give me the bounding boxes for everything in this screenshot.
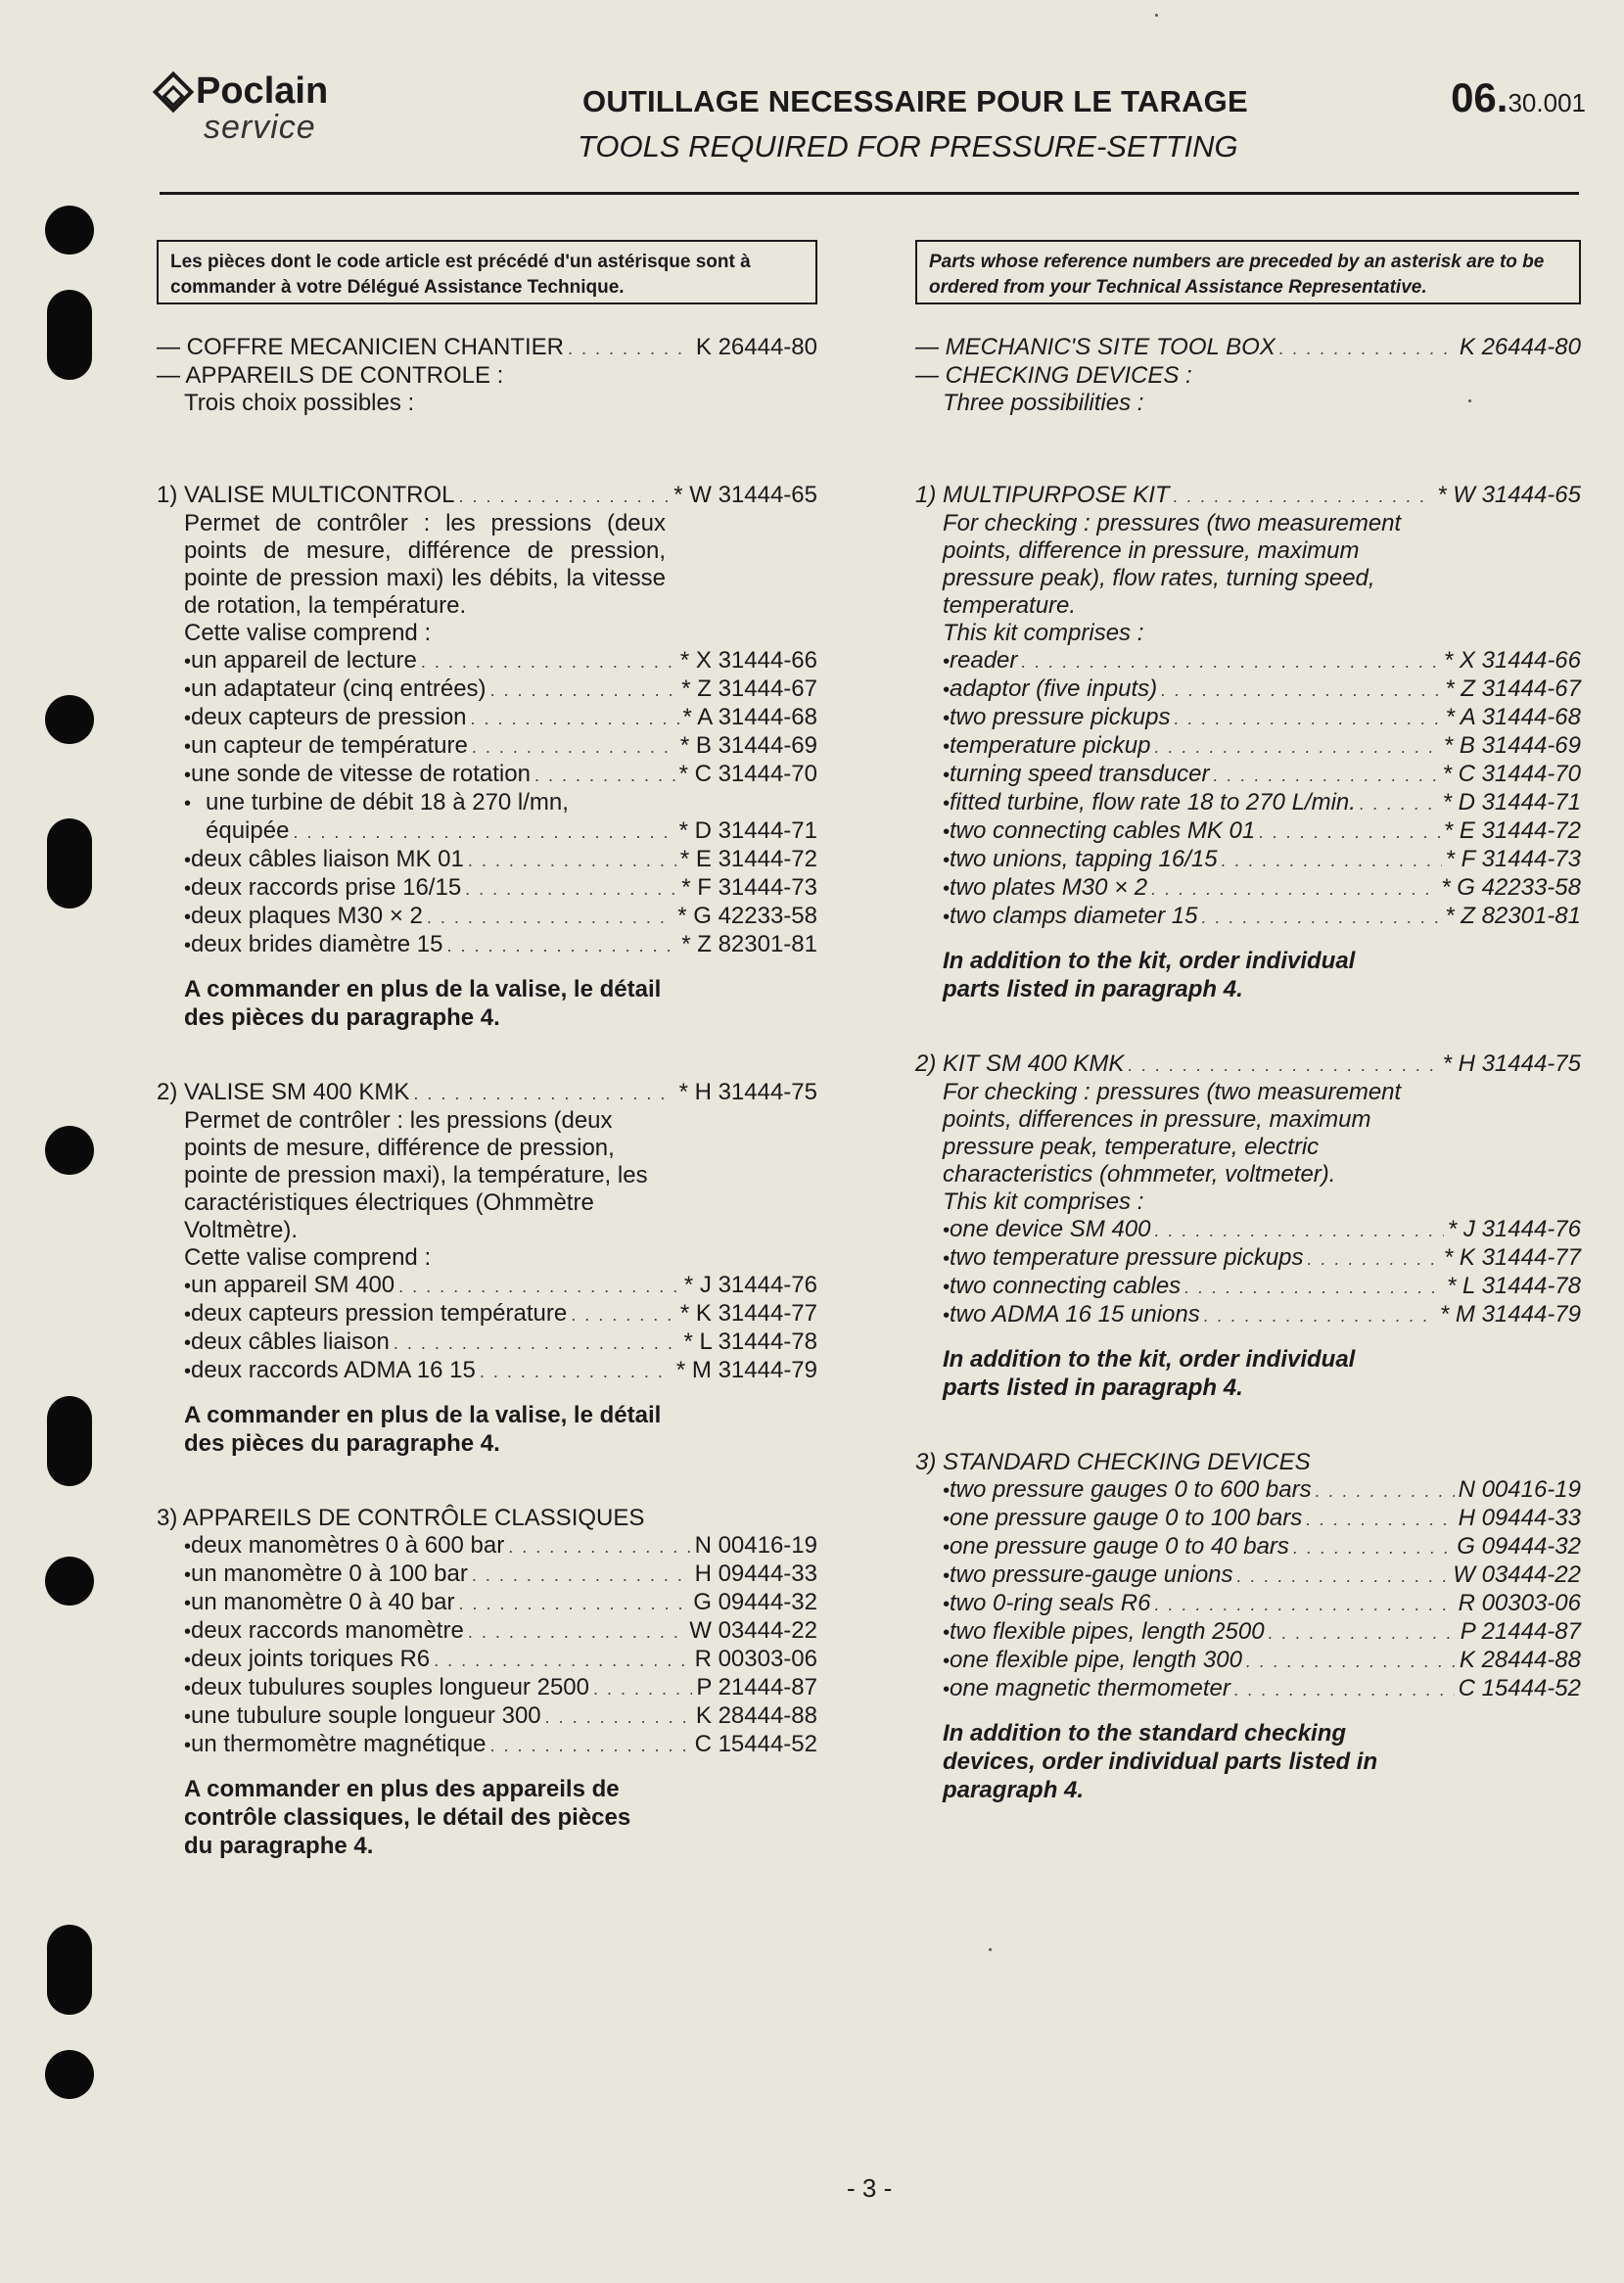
toolbox-code: K 26444-80	[1459, 334, 1581, 360]
devices-label: — CHECKING DEVICES :	[915, 362, 1192, 389]
devices-sub: Three possibilities :	[943, 390, 1144, 416]
bullet-icon: •	[943, 1509, 951, 1530]
page-number: - 3 -	[847, 2173, 893, 2203]
kit3-item-list	[157, 1532, 817, 1759]
kit1-item-list	[915, 647, 1581, 931]
list-item	[915, 1561, 1581, 1590]
bullet-icon: •	[943, 1248, 951, 1270]
devices-sub: Trois choix possibles :	[184, 390, 415, 416]
bullet-icon: •	[184, 1536, 192, 1558]
item-code: N 00416-19	[1458, 1476, 1581, 1503]
item-code: * G 42233-58	[677, 903, 817, 929]
item-label: deux raccords ADMA 16 15	[191, 1357, 476, 1383]
toolbox-label: — MECHANIC'S SITE TOOL BOX	[915, 334, 1276, 360]
binder-hole	[45, 1557, 94, 1606]
item-code: P 21444-87	[1460, 1618, 1581, 1645]
list-item	[915, 1618, 1581, 1647]
list-item	[157, 1561, 817, 1589]
item-code: K 28444-88	[695, 1702, 817, 1729]
item-label: une tubulure souple longueur 300	[191, 1702, 541, 1729]
bullet-icon: •	[943, 1679, 951, 1701]
kit1-header-fr	[157, 482, 817, 510]
item-code: * X 31444-66	[679, 647, 817, 674]
bullet-icon: •	[184, 1621, 192, 1643]
bullet-icon: •	[184, 1276, 192, 1297]
item-label: un manomètre 0 à 100 bar	[191, 1561, 468, 1587]
kit1-code: * W 31444-65	[1437, 482, 1581, 508]
item-code: H 09444-33	[1458, 1505, 1581, 1531]
item-label: deux plaques M30 × 2	[191, 903, 423, 929]
list-item	[157, 846, 817, 874]
binder-hole	[47, 1925, 92, 2015]
item-code: W 03444-22	[1453, 1561, 1581, 1588]
bullet-icon: •	[184, 765, 192, 786]
item-code: * B 31444-69	[1443, 732, 1581, 759]
kit1-code: * W 31444-65	[673, 482, 817, 508]
bullet-icon: •	[184, 1735, 192, 1756]
bullet-icon: •	[943, 1220, 951, 1241]
item-label: reader	[950, 647, 1018, 674]
bullet-icon: •	[943, 651, 951, 673]
kit1-description: Permet de contrôler : les pressions (deux points de mesure, différence de pression, pointe de pression maxi) les débits, la vitesse de rotation, la température.	[184, 510, 666, 619]
bullet-icon: •	[943, 850, 951, 871]
document-reference	[1451, 74, 1586, 121]
item-code: C 15444-52	[694, 1731, 817, 1757]
turbine-code: * D 31444-71	[678, 817, 817, 844]
kit1-description: For checking : pressures (two measurement points, difference in pressure, maximum pressure peak), flow rates, turning speed, temperature.	[943, 510, 1402, 619]
french-column	[157, 240, 817, 1860]
list-item	[915, 676, 1581, 704]
bullet-icon: •	[184, 651, 192, 673]
binder-hole	[45, 206, 94, 255]
list-item	[915, 846, 1581, 874]
item-code: * K 31444-77	[679, 1300, 817, 1327]
item-label: deux câbles liaison	[191, 1328, 390, 1355]
item-label: two pressure pickups	[950, 704, 1171, 730]
list-item	[915, 1675, 1581, 1703]
kit2-description: For checking : pressures (two measurement points, differences in pressure, maximum pressure peak, temperature, electric characteristics (ohmmeter, voltmeter).	[943, 1079, 1402, 1188]
kit3-item-list	[915, 1476, 1581, 1703]
item-code: * A 31444-68	[682, 704, 817, 730]
item-label: un thermomètre magnétique	[191, 1731, 487, 1757]
bullet-icon: •	[184, 679, 192, 701]
item-label: two clamps diameter 15	[950, 903, 1198, 929]
bullet-icon: •	[943, 1565, 951, 1587]
item-label: two temperature pressure pickups	[950, 1244, 1304, 1271]
item-label: two pressure-gauge unions	[950, 1561, 1233, 1588]
kit2-label: 2) KIT SM 400 KMK	[915, 1050, 1125, 1077]
kit2-header-fr	[157, 1079, 817, 1107]
kit3-order-note: A commander en plus des appareils de contrôle classiques, le détail des pièces du paragraphe 4.	[184, 1776, 631, 1859]
kit1-comprises: Cette valise comprend :	[184, 620, 432, 646]
item-code: * F 31444-73	[681, 874, 817, 901]
item-label: two connecting cables MK 01	[950, 817, 1256, 844]
bullet-icon: •	[943, 878, 951, 900]
item-label: une sonde de vitesse de rotation	[191, 761, 531, 787]
item-label: one pressure gauge 0 to 40 bars	[950, 1533, 1289, 1560]
kit2-label: 2) VALISE SM 400 KMK	[157, 1079, 410, 1105]
item-label: one pressure gauge 0 to 100 bars	[950, 1505, 1303, 1531]
kit3-label: 3) APPAREILS DE CONTRÔLE CLASSIQUES	[157, 1505, 645, 1531]
item-code: * C 31444-70	[1442, 761, 1581, 787]
bullet-icon: •	[943, 708, 951, 729]
list-item	[157, 874, 817, 903]
list-item	[915, 817, 1581, 846]
kit2-comprises: This kit comprises :	[943, 1188, 1144, 1215]
item-label: two pressure gauges 0 to 600 bars	[950, 1476, 1312, 1503]
item-label: deux joints toriques R6	[191, 1646, 431, 1672]
list-item	[157, 1272, 817, 1300]
bullet-icon: •	[943, 1537, 951, 1559]
bullet-icon: •	[943, 1622, 951, 1644]
kit2-description: Permet de contrôler : les pressions (deux points de mesure, différence de pression, pointe de pression maxi), la température, les caractéristiques électriques (Ohmmètre Voltmètre).	[184, 1107, 648, 1243]
item-label: deux capteurs pression température	[191, 1300, 568, 1327]
list-item: • une turbine de débit 18 à 270 l/mn,	[184, 789, 569, 815]
binder-hole	[45, 1126, 94, 1175]
title-french: OUTILLAGE NECESSAIRE POUR LE TARAGE	[582, 84, 1248, 118]
item-code: * A 31444-68	[1445, 704, 1581, 730]
item-code: * F 31444-73	[1445, 846, 1581, 872]
item-code: * X 31444-66	[1443, 647, 1581, 674]
logo-brand: Poclain	[196, 70, 329, 112]
list-item	[915, 789, 1581, 817]
item-code: * K 31444-77	[1443, 1244, 1581, 1271]
item-label: un adaptateur (cinq entrées)	[191, 676, 487, 702]
doc-ref-sub: 30.001	[1508, 88, 1586, 117]
list-item	[915, 1301, 1581, 1329]
bullet-icon: •	[943, 765, 951, 786]
item-label: two ADMA 16 15 unions	[950, 1301, 1200, 1328]
bullet-icon: •	[184, 736, 192, 758]
item-label: deux capteurs de pression	[191, 704, 467, 730]
bullet-icon: •	[184, 1650, 192, 1671]
bullet-icon: •	[184, 1332, 192, 1354]
item-code: * G 42233-58	[1441, 874, 1581, 901]
list-item	[157, 1589, 817, 1617]
bullet-icon: •	[184, 708, 192, 729]
item-label: temperature pickup	[950, 732, 1151, 759]
bullet-icon: •	[184, 1361, 192, 1382]
item-code: W 03444-22	[689, 1617, 817, 1644]
item-label: deux tubulures souples longueur 2500	[191, 1674, 589, 1701]
list-item	[915, 704, 1581, 732]
kit1-label: 1) VALISE MULTICONTROL	[157, 482, 455, 508]
item-label: deux raccords manomètre	[191, 1617, 464, 1644]
binder-hole	[47, 290, 92, 380]
english-column	[915, 240, 1581, 1804]
toolbox-row-fr	[157, 334, 817, 362]
asterisk-note-en: Parts whose reference numbers are preceded by an asterisk are to be ordered from your Technical Assistance Representative.	[915, 240, 1581, 304]
list-item	[157, 931, 817, 959]
item-code: P 21444-87	[696, 1674, 817, 1701]
item-code: * Z 31444-67	[681, 676, 817, 702]
kit1-item-list	[157, 647, 817, 789]
binder-hole	[45, 2050, 94, 2099]
item-code: * C 31444-70	[678, 761, 817, 787]
kit1-order-note: In addition to the kit, order individual parts listed in paragraph 4.	[943, 948, 1356, 1002]
bullet-icon: •	[184, 907, 192, 928]
list-item	[915, 647, 1581, 676]
bullet-icon: •	[184, 1706, 192, 1728]
header-rule	[160, 192, 1579, 195]
item-label: two flexible pipes, length 2500	[950, 1618, 1265, 1645]
toolbox-row-en	[915, 334, 1581, 362]
item-label: un capteur de température	[191, 732, 468, 759]
list-item	[915, 1647, 1581, 1675]
list-item	[915, 1590, 1581, 1618]
list-item	[157, 1357, 817, 1385]
kit2-code: * H 31444-75	[678, 1079, 817, 1105]
bullet-icon: •	[943, 821, 951, 843]
item-label: one flexible pipe, length 300	[950, 1647, 1242, 1673]
item-label: two connecting cables	[950, 1273, 1182, 1299]
bullet-icon: •	[943, 1305, 951, 1327]
item-label: deux raccords prise 16/15	[191, 874, 462, 901]
item-label: deux câbles liaison MK 01	[191, 846, 464, 872]
list-item	[157, 1300, 817, 1328]
item-label: turning speed transducer	[950, 761, 1210, 787]
binder-hole	[47, 818, 92, 909]
list-item	[915, 1273, 1581, 1301]
item-code: * Z 82301-81	[1445, 903, 1581, 929]
devices-label: — APPAREILS DE CONTROLE :	[157, 362, 504, 389]
item-code: * B 31444-69	[679, 732, 817, 759]
kit1-label: 1) MULTIPURPOSE KIT	[915, 482, 1170, 508]
bullet-icon: •	[943, 907, 951, 928]
binder-hole	[47, 1396, 92, 1486]
kit1-header-en	[915, 482, 1581, 510]
list-item	[915, 903, 1581, 931]
item-label: two plates M30 × 2	[950, 874, 1148, 901]
item-code: * M 31444-79	[1439, 1301, 1581, 1328]
list-item	[157, 903, 817, 931]
toolbox-label: — COFFRE MECANICIEN CHANTIER	[157, 334, 565, 360]
item-code: * M 31444-79	[675, 1357, 817, 1383]
binder-hole	[45, 695, 94, 744]
item-label: deux brides diamètre 15	[191, 931, 443, 957]
bullet-icon: •	[943, 736, 951, 758]
toolbox-code: K 26444-80	[695, 334, 817, 360]
item-label: un manomètre 0 à 40 bar	[191, 1589, 455, 1615]
item-code: * Z 31444-67	[1445, 676, 1581, 702]
item-code: G 09444-32	[1457, 1533, 1581, 1560]
item-code: R 00303-06	[1458, 1590, 1581, 1616]
list-item	[915, 1533, 1581, 1561]
bullet-icon: •	[184, 1304, 192, 1326]
list-item	[157, 1328, 817, 1357]
title-english: TOOLS REQUIRED FOR PRESSURE-SETTING	[578, 129, 1238, 163]
item-label: fitted turbine, flow rate 18 to 270 L/min.	[950, 789, 1356, 815]
item-label: adaptor (five inputs)	[950, 676, 1158, 702]
item-code: H 09444-33	[694, 1561, 817, 1587]
item-code: * J 31444-76	[683, 1272, 817, 1298]
list-item	[915, 1244, 1581, 1273]
item-code: * Z 82301-81	[681, 931, 817, 957]
kit2-order-note: In addition to the kit, order individual parts listed in paragraph 4.	[943, 1346, 1356, 1401]
turbine-line-2: équipée	[206, 817, 290, 844]
bullet-icon: •	[184, 1678, 192, 1700]
kit2-comprises: Cette valise comprend :	[184, 1244, 432, 1271]
item-code: * J 31444-76	[1447, 1216, 1581, 1242]
item-label: one magnetic thermometer	[950, 1675, 1230, 1701]
bullet-icon: •	[184, 935, 192, 956]
kit2-item-list	[157, 1272, 817, 1385]
bullet-icon: •	[943, 679, 951, 701]
kit1-order-note: A commander en plus de la valise, le détail des pièces du paragraphe 4.	[184, 976, 662, 1031]
list-item	[915, 1216, 1581, 1244]
kit2-code: * H 31444-75	[1442, 1050, 1581, 1077]
item-label: un appareil SM 400	[191, 1272, 395, 1298]
kit1-comprises: This kit comprises :	[943, 620, 1144, 646]
list-item	[157, 1617, 817, 1646]
item-label: one device SM 400	[950, 1216, 1151, 1242]
list-item	[157, 817, 817, 846]
bullet-icon: •	[943, 1594, 951, 1615]
kit2-item-list	[915, 1216, 1581, 1329]
bullet-icon: •	[184, 850, 192, 871]
item-label: two unions, tapping 16/15	[950, 846, 1218, 872]
item-code: K 28444-88	[1459, 1647, 1581, 1673]
item-code: N 00416-19	[694, 1532, 817, 1559]
kit2-header-en	[915, 1050, 1581, 1079]
item-code: * L 31444-78	[1446, 1273, 1581, 1299]
poclain-logo	[159, 70, 328, 147]
list-item	[915, 732, 1581, 761]
item-label: un appareil de lecture	[191, 647, 417, 674]
bullet-icon: •	[943, 1651, 951, 1672]
item-code: C 15444-52	[1458, 1675, 1581, 1701]
list-item	[157, 1731, 817, 1759]
list-item	[157, 1674, 817, 1702]
item-code: * L 31444-78	[683, 1328, 817, 1355]
bullet-icon: •	[943, 1277, 951, 1298]
item-code: * D 31444-71	[1442, 789, 1581, 815]
item-code: R 00303-06	[694, 1646, 817, 1672]
list-item	[157, 676, 817, 704]
kit2-order-note: A commander en plus de la valise, le détail des pièces du paragraphe 4.	[184, 1402, 662, 1457]
kit3-label: 3) STANDARD CHECKING DEVICES	[915, 1449, 1311, 1475]
item-code: G 09444-32	[693, 1589, 817, 1615]
logo-service: service	[204, 109, 316, 146]
list-item	[915, 874, 1581, 903]
bullet-icon: •	[184, 1564, 192, 1586]
list-item	[157, 732, 817, 761]
kit3-order-note: In addition to the standard checking devices, order individual parts listed in paragraph 4.	[943, 1720, 1378, 1803]
doc-ref-main: 06.	[1451, 74, 1508, 120]
list-item	[915, 1505, 1581, 1533]
list-item	[157, 761, 817, 789]
list-item	[157, 1532, 817, 1561]
item-code: * E 31444-72	[679, 846, 817, 872]
item-code: * E 31444-72	[1443, 817, 1581, 844]
bullet-icon: •	[184, 878, 192, 900]
list-item	[157, 1702, 817, 1731]
list-item	[915, 1476, 1581, 1505]
page-header	[157, 69, 1586, 196]
item-label: deux manomètres 0 à 600 bar	[191, 1532, 505, 1559]
list-item	[157, 647, 817, 676]
bullet-icon: •	[943, 1480, 951, 1502]
list-item	[157, 1646, 817, 1674]
asterisk-note-fr: Les pièces dont le code article est précédé d'un astérisque sont à commander à votre Délégué Assistance Technique.	[157, 240, 817, 304]
bullet-icon: •	[184, 1593, 192, 1614]
bullet-icon: •	[943, 793, 951, 815]
list-item	[157, 704, 817, 732]
kit1-item-list-2	[157, 846, 817, 959]
turbine-line-1: une turbine de débit 18 à 270 l/mn,	[206, 789, 569, 815]
list-item	[915, 761, 1581, 789]
diamond-logo-icon	[153, 70, 194, 112]
item-label: two 0-ring seals R6	[950, 1590, 1151, 1616]
